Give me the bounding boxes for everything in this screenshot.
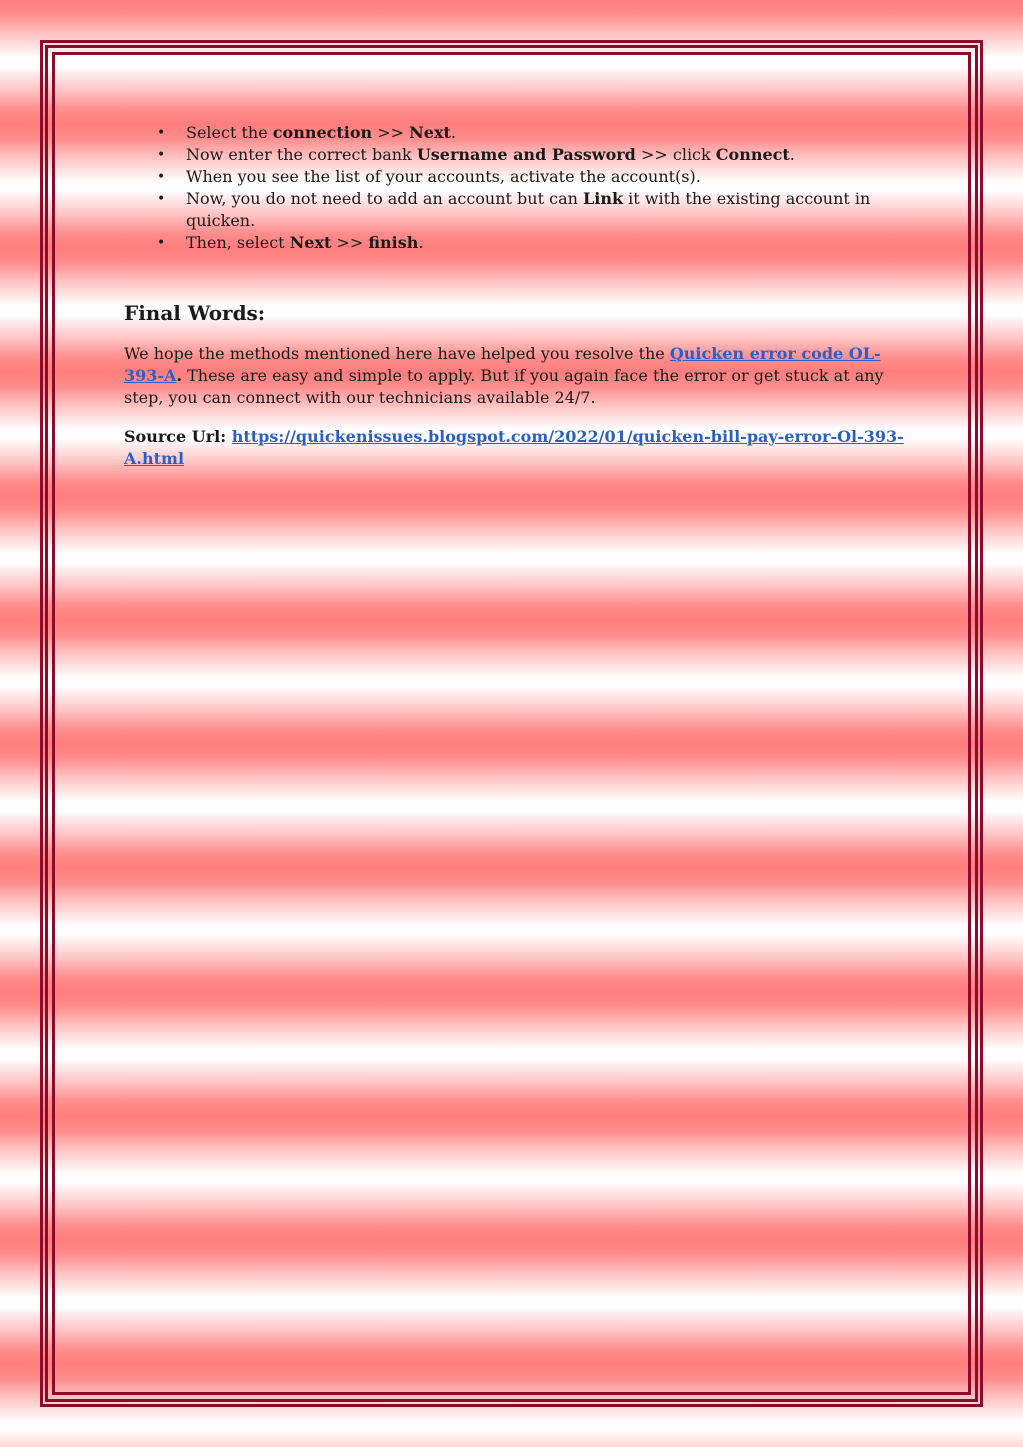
step-text: Select the <box>186 123 273 142</box>
step-bold: finish <box>368 233 419 252</box>
step-bold: connection <box>272 123 373 142</box>
step-text: . <box>418 233 424 252</box>
source-url-line <box>124 426 904 470</box>
step-bold: Username and Password <box>416 145 636 164</box>
paragraph-period: . <box>176 366 183 385</box>
list-item <box>124 188 904 232</box>
step-text: Now enter the correct bank <box>186 145 417 164</box>
list-item <box>124 122 904 144</box>
step-text: >> <box>372 123 410 142</box>
bullet-icon: • <box>157 191 166 207</box>
step-bold: Next <box>409 123 451 142</box>
bullet-icon: • <box>157 147 166 163</box>
step-text: . <box>789 145 795 164</box>
paragraph-text: We hope the methods mentioned here have helped you resolve the <box>124 344 670 363</box>
step-bold: Connect <box>715 145 790 164</box>
final-words-heading: Final Words: <box>124 301 266 325</box>
step-text: Then, select <box>186 233 290 252</box>
step-bold: Next <box>289 233 332 252</box>
bullet-icon: • <box>157 169 166 185</box>
source-url-link[interactable]: https://quickenissues.blogspot.com/2022/01/quicken-bill-pay-error-Ol-393-A.html <box>124 427 904 468</box>
list-item <box>124 144 904 166</box>
step-bold: Link <box>583 189 624 208</box>
paragraph-text: These are easy and simple to apply. But if you again face the error or get stuck at any step, you can connect with our technicians available 24/7. <box>124 366 884 407</box>
step-text: When you see the list of your accounts, activate the account(s). <box>186 167 701 186</box>
list-item <box>124 166 904 188</box>
quicken-error-link[interactable]: Quicken error code OL-393-A <box>124 344 881 385</box>
bullet-icon: • <box>157 125 166 141</box>
step-text: it with the existing account in quicken. <box>186 189 871 230</box>
list-item <box>124 232 904 254</box>
step-text: . <box>450 123 456 142</box>
bullet-icon: • <box>157 235 166 251</box>
step-text: >> <box>331 233 369 252</box>
document-content <box>124 122 904 470</box>
step-text: Now, you do not need to add an account but can <box>186 189 584 208</box>
source-url-label: Source Url: <box>124 427 232 446</box>
final-words-paragraph <box>124 343 904 409</box>
steps-list <box>124 122 904 254</box>
step-text: >> click <box>635 145 716 164</box>
